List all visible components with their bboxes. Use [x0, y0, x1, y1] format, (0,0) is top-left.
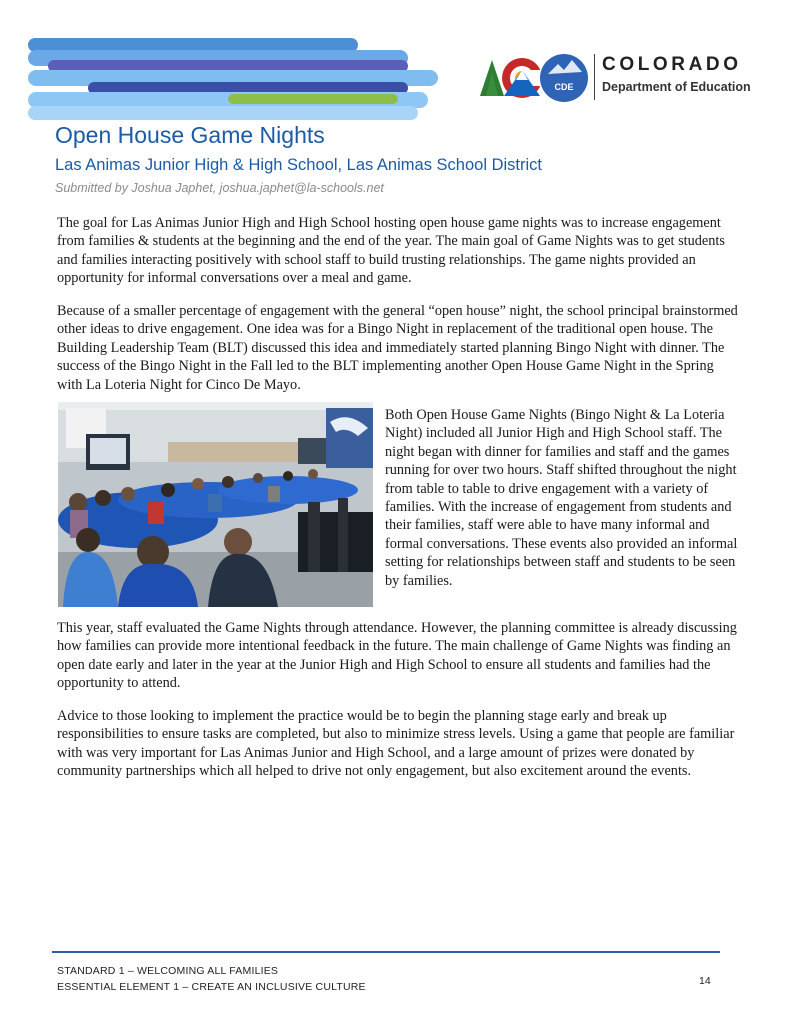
footer-standards	[57, 963, 366, 995]
logo-divider	[594, 54, 595, 100]
page-subtitle: Las Animas Junior High & High School, Las Animas School District	[55, 156, 542, 174]
org-department: Department of Education	[602, 80, 751, 94]
cde-badge-text: CDE	[554, 82, 574, 92]
game-night-photo	[58, 402, 373, 607]
page-number: 14	[699, 975, 711, 987]
org-name-block	[602, 54, 751, 96]
paragraph-goal: The goal for Las Animas Junior High and High School hosting open house game nights was to increase engagement from families & students at the beginning and the end of the year. The main goal of Game Nights was to get students and families interacting positively with school staff to build trusting relationships. The game nights provided an opportunity for informal conversations over a meal and game.	[57, 215, 725, 287]
cde-badge-icon	[540, 54, 588, 102]
footer-element: ESSENTIAL ELEMENT 1 – CREATE AN INCLUSIVE CULTURE	[57, 981, 366, 993]
paragraph-game-nights: Both Open House Game Nights (Bingo Night & La Loteria Night) included all Junior High and High School staff. The night began with dinner for families and staff and the games running for over two hours. Staff shifted throughout the night from table to table to drive engagement with a variety of families. With the increase of engagement from students and their families, staff were able to have many informal and formal conversations. These events also provided an informal setting for relationships between staff and students to be seen by families.	[385, 407, 738, 589]
page-title: Open House Game Nights	[55, 122, 325, 148]
paragraph-advice: Advice to those looking to implement the practice would be to begin the planning stage early and break up responsibilities to ensure tasks are completed, but also to minimize stress levels. Using a game that people are familiar with was very important for Las Animas Junior and High School, and a large amount of prizes were donated by community partnerships which all helped to drive not only engagement, but also excitement around the events.	[57, 708, 735, 780]
footer-standard: STANDARD 1 – WELCOMING ALL FAMILIES	[57, 965, 279, 977]
org-name: COLORADO	[602, 54, 742, 75]
footer-divider	[52, 951, 720, 953]
colorado-c-mountain-icon	[480, 58, 544, 98]
submitted-by: Submitted by Joshua Japhet, joshua.japhet@la-schools.net	[55, 181, 384, 195]
header-banner-stripes	[28, 36, 448, 126]
paragraph-background: Because of a smaller percentage of engagement with the general “open house” night, the school principal brainstormed other ideas to drive engagement. One idea was for a Bingo Night in replacement of the traditional open house. The Building Leadership Team (BLT) discussed this idea and immediately started planning Bingo Night with dinner. The success of the Bingo Night in the Fall led to the BLT implementing another Open House Game Night in the Spring with La Loteria Night for Cinco De Mayo.	[57, 303, 738, 393]
paragraph-evaluation: This year, staff evaluated the Game Nights through attendance. However, the planning committee is already discussing how families can provide more intentional feedback in the future. The main challenge of Game Nights was finding an open date early and later in the year at the Junior High and High School to ensure all students and families had the opportunity to attend.	[57, 620, 737, 692]
